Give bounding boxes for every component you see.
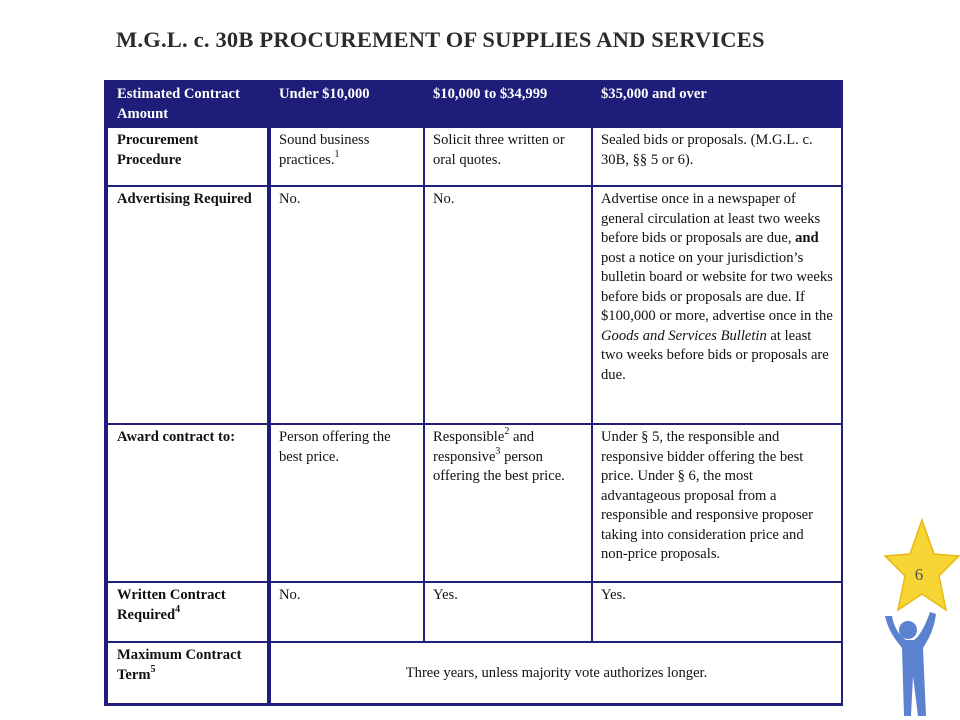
header-tier-35000-and-over: $35,000 and over [592,81,842,127]
cell-advertising-tier2: No. [424,186,592,424]
footnote-marker: 5 [150,663,156,675]
row-label-procurement-procedure: Procurement Procedure [106,127,269,186]
footnote-marker: 3 [495,445,501,457]
procurement-table [104,80,843,706]
header-label-estimated-amount: Estimated Contract Amount [106,81,269,127]
figure-head-icon [899,621,917,639]
row-label-award-contract: Award contract to: [106,424,269,582]
emphasis-and: and [795,230,819,246]
cell-written-tier2: Yes. [424,582,592,642]
cell-procedure-tier3: Sealed bids or proposals. (M.G.L. c. 30B, §§ 5 or 6). [592,127,842,186]
page-number: 6 [914,565,924,584]
cell-text: Maximum Contract Term [117,647,242,683]
table-row-procedure [106,127,842,186]
cell-award-tier1: Person offering the best price. [269,424,424,582]
cell-text: and responsive [433,429,535,465]
row-label-maximum-contract-term [106,642,269,704]
cell-contract-term-merged: Three years, unless majority vote authorizes longer. [269,642,842,704]
cell-text: post a notice on your jurisdiction’s bulletin board or website for two weeks before bids or proposals are due. If $100,000 or more, advertise once in the [601,249,833,324]
table-row-written-contract [106,582,842,642]
footnote-marker: 1 [334,148,340,160]
cell-written-tier3: Yes. [592,582,842,642]
cell-advertising-tier1: No. [269,186,424,424]
header-tier-under-10000: Under $10,000 [269,81,424,127]
cell-procedure-tier1 [269,127,424,186]
cell-text: at least two weeks before bids or proposals are due. [601,327,829,383]
table-row-contract-term [106,642,842,704]
cell-text: Sound business practices. [279,132,370,168]
cell-text: Advertise once in a newspaper of general circulation at least two weeks before bids or proposals are due, [601,191,821,246]
bulletin-name: Goods and Services Bulletin [601,327,767,344]
cell-award-tier2 [424,424,592,582]
table-row-advertising [106,186,842,424]
row-label-written-contract [106,582,269,642]
cell-text: Responsible [433,429,505,445]
star-figure-icon [864,516,960,720]
footnote-marker: 2 [504,426,510,438]
cell-award-tier3: Under § 5, the responsible and responsive bidder offering the best price. Under § 6, the most advantageous proposal from a responsible and responsive proposer taking into consideration price and non-price proposals. [592,424,842,582]
footnote-marker: 4 [175,603,181,615]
cell-procedure-tier2: Solicit three written or oral quotes. [424,127,592,186]
header-tier-10000-to-34999: $10,000 to $34,999 [424,81,592,127]
page-title: M.G.L. c. 30B PROCUREMENT OF SUPPLIES AND SERVICES [116,27,765,52]
table-row-award [106,424,842,582]
table-header-row [106,81,842,127]
cell-text: person offering the best price. [433,448,565,484]
cell-text: Written Contract Required [117,587,226,623]
cell-written-tier1: No. [269,582,424,642]
row-label-advertising-required: Advertising Required [106,186,269,424]
cell-advertising-tier3 [592,186,842,424]
